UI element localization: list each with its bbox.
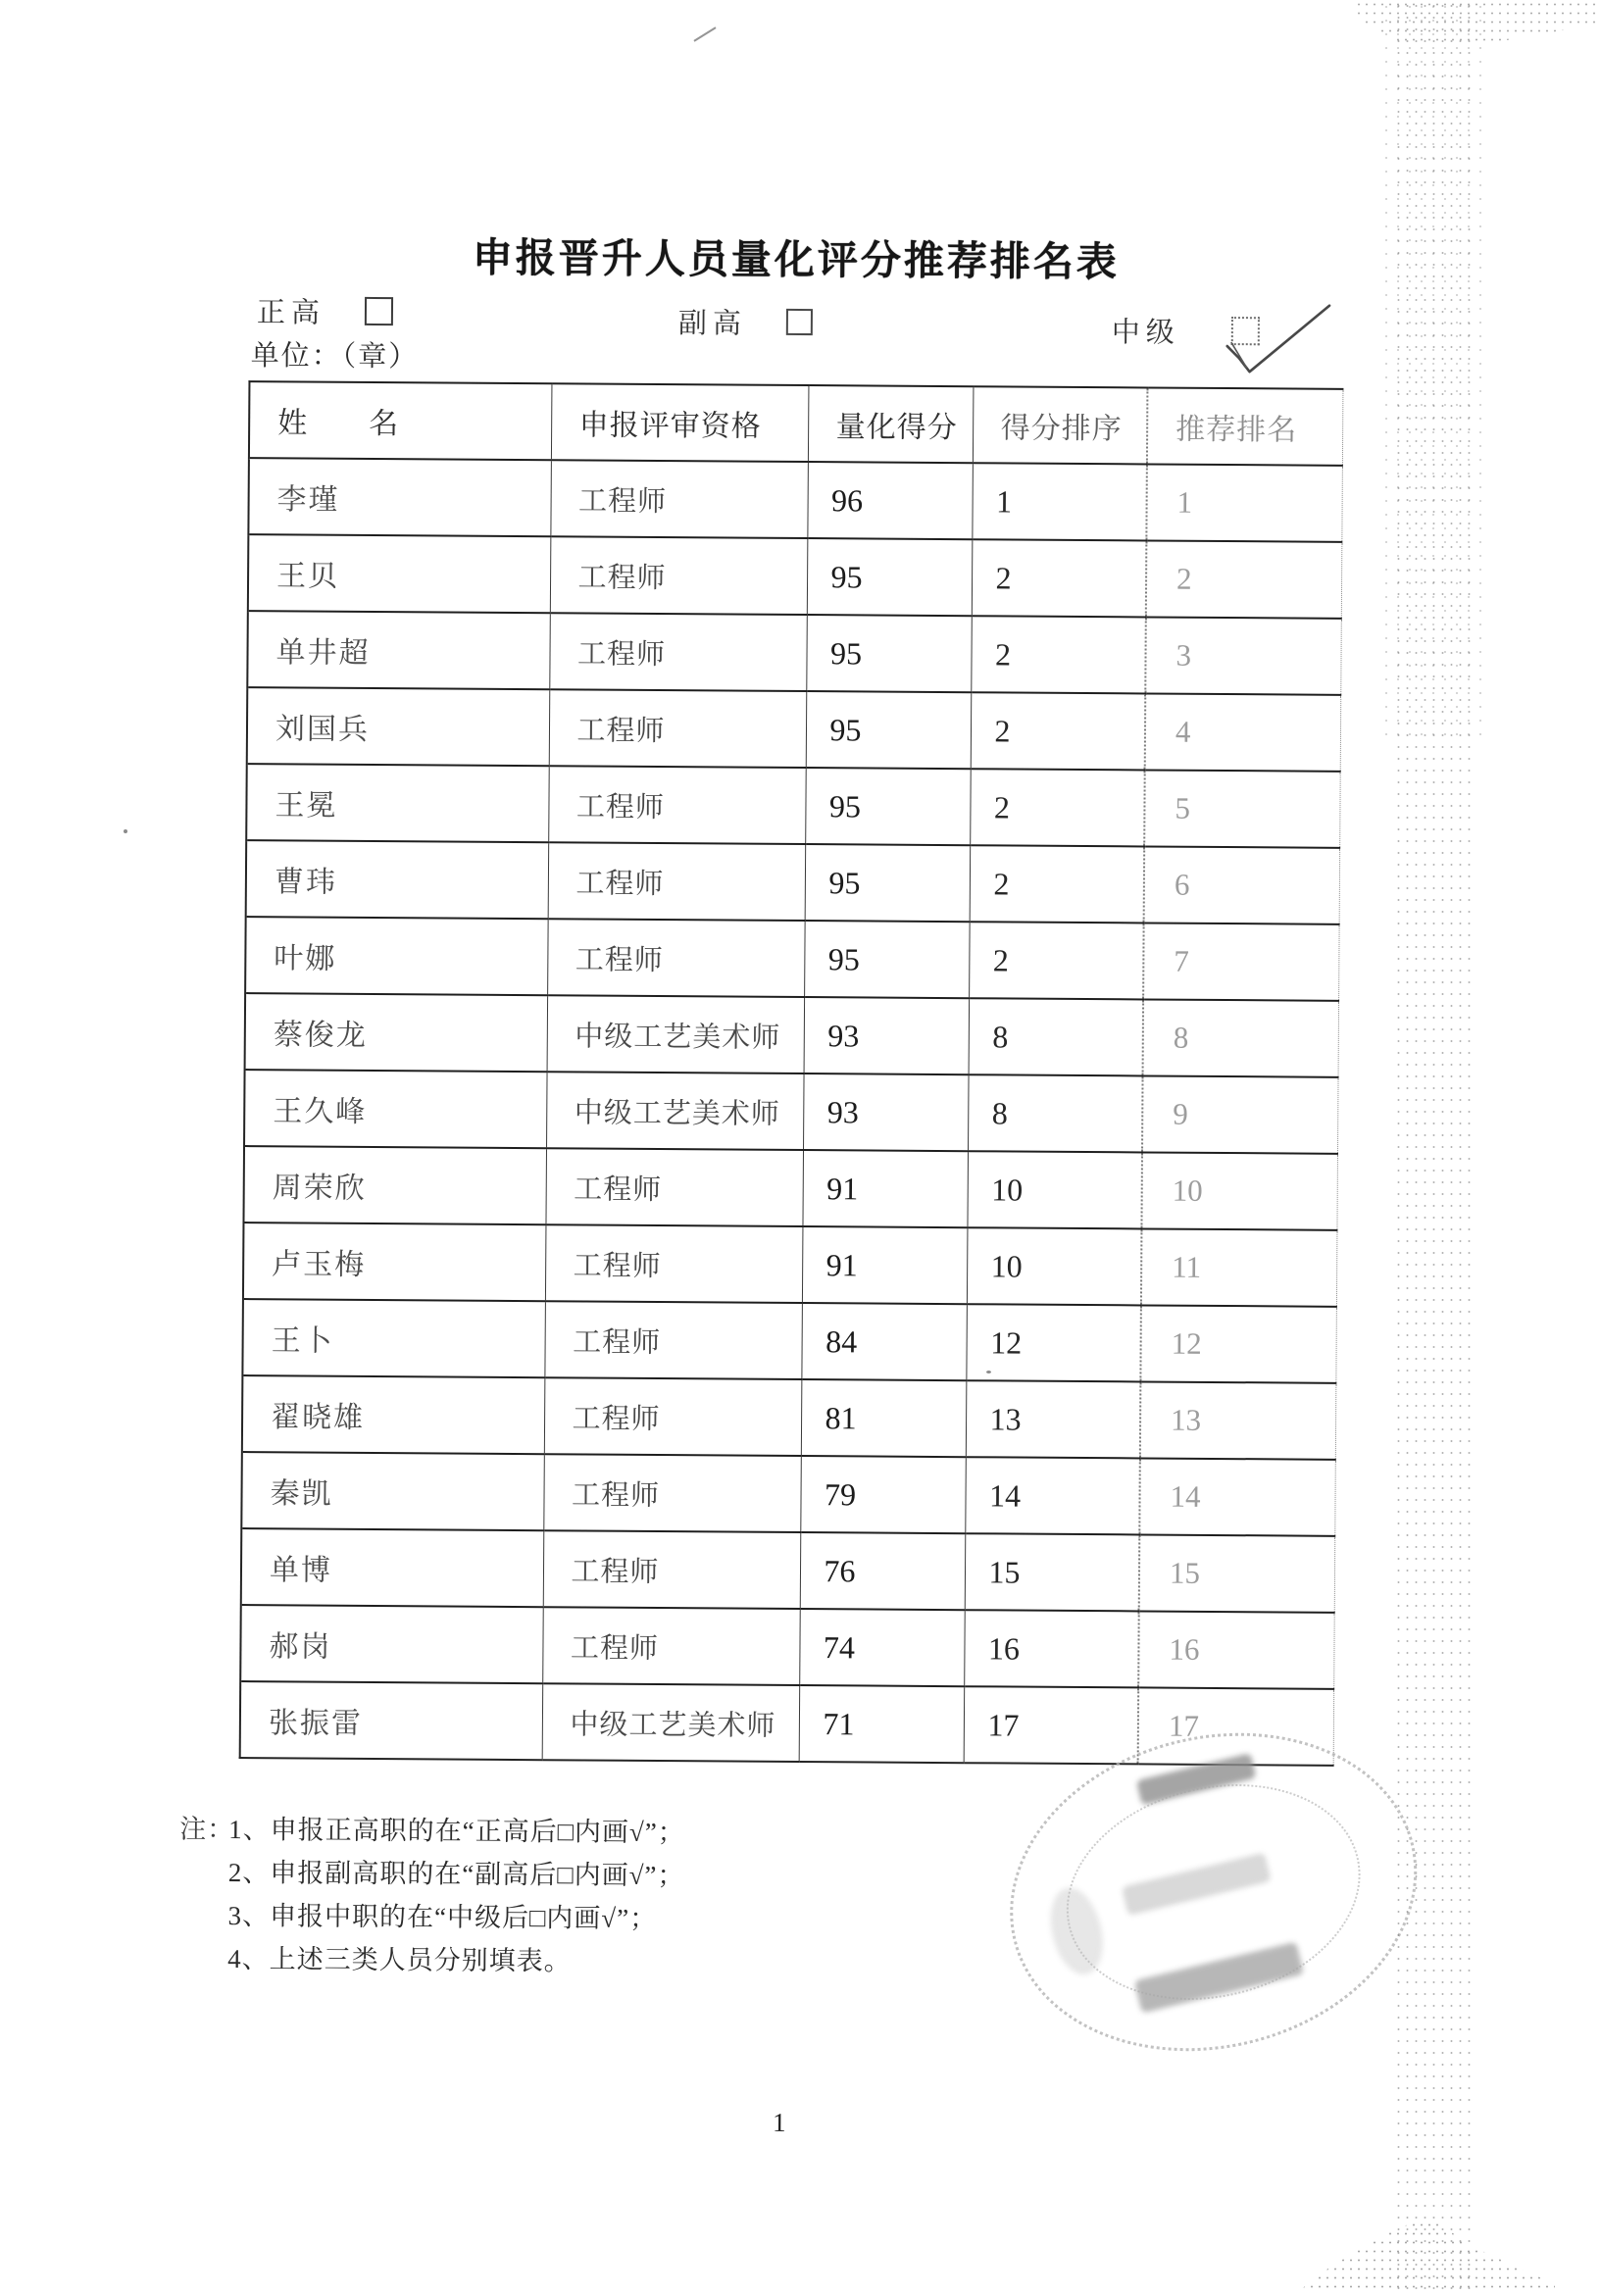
- name-cell: 卢玉梅: [243, 1223, 546, 1301]
- name-cell: 曹玮: [246, 840, 549, 919]
- qualification-cell: 中级工艺美术师: [546, 1072, 804, 1150]
- score-cell: 71: [799, 1685, 965, 1763]
- header-row: [249, 381, 1343, 466]
- header-score-rank: 得分排序: [973, 386, 1148, 464]
- recommend-rank-cell: 3: [1145, 617, 1341, 694]
- ranking-table: [239, 380, 1343, 1767]
- table-row: [242, 1299, 1336, 1383]
- qualification-cell: 中级工艺美术师: [547, 995, 805, 1073]
- level-option-zhenggao: [257, 290, 393, 331]
- recommend-rank-cell: 8: [1143, 999, 1339, 1076]
- name-cell: 刘国兵: [247, 687, 550, 766]
- qualification-cell: 工程师: [548, 842, 806, 921]
- table-row: [240, 1681, 1334, 1766]
- score-rank-cell: 8: [969, 998, 1144, 1075]
- recommend-rank-cell: 14: [1139, 1458, 1335, 1535]
- score-rank-cell: 2: [970, 769, 1145, 846]
- score-cell: 93: [803, 1073, 969, 1151]
- qualification-cell: 工程师: [550, 460, 808, 538]
- note-line: [179, 1851, 685, 1898]
- table-row: [243, 1146, 1337, 1230]
- qualification-cell: 工程师: [542, 1607, 800, 1685]
- qualification-cell: 工程师: [547, 919, 805, 997]
- check-mark-icon: [1217, 297, 1339, 388]
- table-row: [247, 611, 1341, 695]
- table-row: [244, 1070, 1338, 1154]
- note-text: 2、申报副高职的在“副高后□内画√”；: [227, 1857, 685, 1891]
- table-row: [246, 764, 1340, 848]
- name-cell: 翟晓雄: [242, 1375, 545, 1454]
- stamp-smudge: [1134, 1942, 1304, 2014]
- score-rank-cell: 2: [971, 616, 1146, 693]
- score-cell: 76: [800, 1532, 966, 1610]
- header-score: 量化得分: [808, 385, 974, 463]
- level-option-fugao: [678, 301, 813, 342]
- score-cell: 91: [802, 1150, 968, 1227]
- note-text: 1、申报正高职的在“正高后□内画√”；: [228, 1814, 685, 1848]
- score-cell: 95: [805, 768, 971, 845]
- note-line: [179, 1808, 685, 1855]
- checkbox-zhongji-checked: [1231, 317, 1260, 345]
- recommend-rank-cell: 11: [1141, 1228, 1337, 1306]
- name-cell: 周荣欣: [243, 1146, 546, 1224]
- name-cell: 张振雷: [240, 1681, 543, 1760]
- recommend-rank-cell: 5: [1144, 770, 1340, 847]
- scan-speck: [124, 829, 127, 833]
- name-cell: 单博: [241, 1528, 544, 1607]
- table-row: [248, 534, 1342, 619]
- recommend-rank-cell: 10: [1141, 1152, 1337, 1229]
- score-rank-cell: 2: [972, 539, 1147, 617]
- name-cell: 王冕: [246, 764, 549, 842]
- header-recommend-rank: 推荐排名: [1147, 387, 1343, 465]
- score-cell: 95: [807, 538, 973, 616]
- name-cell: 秦凯: [241, 1452, 544, 1530]
- level-label-zhenggao: 正高: [256, 297, 326, 329]
- recommend-rank-cell: 13: [1140, 1381, 1336, 1459]
- name-cell: 王贝: [248, 534, 551, 613]
- recommend-rank-cell: 2: [1146, 540, 1342, 618]
- score-rank-cell: 2: [969, 922, 1144, 999]
- recommend-rank-cell: 1: [1146, 464, 1342, 541]
- name-cell: 郝岗: [240, 1605, 543, 1683]
- recommend-rank-cell: 16: [1138, 1611, 1334, 1688]
- page-number: 1: [772, 2107, 786, 2137]
- name-cell: 单井超: [247, 611, 550, 689]
- qualification-cell: 工程师: [545, 1224, 803, 1303]
- name-cell: 王久峰: [244, 1070, 547, 1148]
- recommend-rank-cell: 9: [1142, 1075, 1338, 1153]
- stamp-smudge: [1122, 1853, 1272, 1916]
- score-cell: 95: [804, 921, 970, 998]
- qualification-cell: 工程师: [545, 1148, 803, 1226]
- checkbox-zhenggao: [365, 297, 393, 325]
- score-rank-cell: 8: [968, 1074, 1143, 1152]
- page-title: 申报晋升人员量化评分推荐排名表: [472, 234, 1120, 285]
- note-text: 4、上述三类人员分别填表。: [227, 1943, 572, 1976]
- header-qualification: 申报评审资格: [551, 383, 809, 462]
- score-cell: 84: [801, 1303, 967, 1380]
- header-name: 姓 名: [249, 381, 552, 460]
- table-row: [245, 993, 1339, 1077]
- recommend-rank-cell: 7: [1143, 923, 1339, 1000]
- score-cell: 91: [802, 1226, 968, 1304]
- stamp-inner-ring: [1044, 1755, 1383, 2028]
- recommend-rank-cell: 4: [1145, 693, 1341, 771]
- note-text: 3、申报中职的在“中级后□内画√”；: [227, 1900, 658, 1934]
- table-row: [248, 458, 1342, 542]
- score-rank-cell: 14: [965, 1457, 1140, 1534]
- score-rank-cell: 1: [972, 463, 1147, 540]
- qualification-cell: 工程师: [549, 613, 807, 691]
- note-line: [178, 1937, 684, 1984]
- recommend-rank-cell: 6: [1144, 846, 1340, 923]
- name-cell: 蔡俊龙: [245, 993, 548, 1072]
- table-row: [241, 1528, 1335, 1613]
- score-cell: 95: [805, 844, 971, 922]
- recommend-rank-cell: 12: [1140, 1305, 1336, 1382]
- score-rank-cell: 10: [967, 1151, 1142, 1228]
- table-row: [242, 1375, 1336, 1460]
- score-cell: 93: [804, 997, 970, 1074]
- score-rank-cell: 10: [967, 1227, 1142, 1305]
- qualification-cell: 工程师: [543, 1530, 801, 1609]
- note-line: [178, 1894, 684, 1941]
- table-row: [246, 840, 1340, 924]
- level-label-fugao: 副高: [677, 308, 748, 340]
- score-rank-cell: 17: [964, 1686, 1139, 1764]
- qualification-cell: 工程师: [543, 1454, 801, 1532]
- table-row: [247, 687, 1341, 772]
- score-cell: 74: [799, 1609, 965, 1686]
- table-row: [240, 1605, 1334, 1689]
- recommend-rank-cell: 15: [1139, 1534, 1335, 1612]
- checkbox-fugao: [786, 309, 813, 335]
- name-cell: 王卜: [242, 1299, 545, 1377]
- table-row: [243, 1223, 1337, 1307]
- score-rank-cell: 16: [964, 1610, 1139, 1687]
- score-cell: 79: [800, 1456, 966, 1533]
- qualification-cell: 工程师: [548, 766, 806, 844]
- qualification-cell: 工程师: [550, 536, 808, 615]
- score-rank-cell: 13: [966, 1380, 1141, 1458]
- unit-seal-label: 单位：（章）: [250, 340, 420, 374]
- qualification-cell: 工程师: [544, 1377, 802, 1456]
- name-cell: 叶娜: [245, 917, 548, 995]
- score-rank-cell: 2: [971, 692, 1146, 770]
- table-row: [245, 917, 1339, 1001]
- qualification-cell: 工程师: [549, 689, 807, 768]
- notes-list: [178, 1808, 685, 1984]
- score-rank-cell: 2: [970, 845, 1145, 923]
- score-cell: 95: [806, 691, 972, 769]
- notes-prefix: 注：: [179, 1814, 235, 1844]
- score-cell: 81: [801, 1379, 967, 1457]
- qualification-cell: 中级工艺美术师: [542, 1683, 800, 1762]
- stamp-smudge: [1042, 1882, 1111, 1979]
- score-cell: 96: [807, 462, 973, 539]
- name-cell: 李瑾: [248, 458, 551, 536]
- table-row: [241, 1452, 1335, 1536]
- score-rank-cell: 12: [966, 1304, 1141, 1381]
- scan-speck: [986, 1371, 991, 1373]
- recommend-rank-cell: 17: [1138, 1687, 1334, 1765]
- level-option-zhongji: [1112, 310, 1260, 351]
- table-body: [240, 458, 1342, 1766]
- qualification-cell: 工程师: [544, 1301, 802, 1379]
- level-label-zhongji: 中级: [1111, 317, 1180, 349]
- score-rank-cell: 15: [965, 1533, 1140, 1611]
- score-cell: 95: [806, 615, 972, 692]
- table-header: [249, 381, 1343, 466]
